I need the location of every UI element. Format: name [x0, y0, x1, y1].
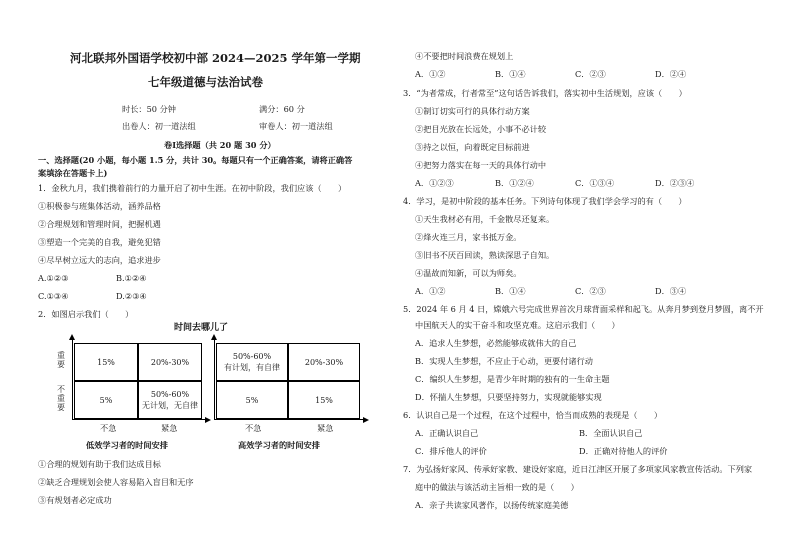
exam-score: 满分：60 分: [259, 104, 305, 114]
q2-option-a[interactable]: A．①②: [415, 69, 446, 79]
q3-item: ①制订切实可行的具体行动方案: [415, 106, 530, 116]
q4-option-a[interactable]: A．①②: [415, 286, 446, 296]
y-label-not-important: 不重要: [57, 385, 65, 412]
q2-item: ①合理的规划有助于我们达成目标: [38, 459, 161, 469]
y-axis-arrow: [211, 334, 217, 340]
q4-option-d[interactable]: D．③④: [655, 286, 687, 296]
q7-stem: 7．为弘扬好家风、传承好家教、建设好家庭，近日江津区开展了多项家风家教宣传活动。下列家: [403, 464, 753, 474]
q6-stem: 6．认识自己是一个过程，在这个过程中，恰当而成熟的表现是（ ）: [403, 410, 663, 420]
q4-item: ②烽火连三月，家书抵万金。: [415, 232, 522, 242]
x-label-urgent: 紧急: [317, 423, 334, 433]
cell-important-not-urgent: 15%: [74, 343, 138, 381]
cell-important-urgent: 20%-30%: [138, 343, 202, 381]
part-heading: 卷Ⅰ选择题（共 20 题 30 分）: [164, 140, 276, 150]
exam-setter: 出卷人：初一道法组: [122, 121, 196, 131]
q7-stem-cont: 庭中的做法与该活动主旨相一致的是（ ）: [415, 482, 579, 492]
exam-time: 时长：50 分钟: [122, 104, 176, 114]
y-label-important: 重要: [57, 351, 65, 369]
left-chart-caption: 低效学习者的时间安排: [86, 440, 168, 450]
x-axis: [214, 419, 364, 420]
q6-option-c[interactable]: C．排斥他人的评价: [415, 446, 487, 456]
q2-stem: 2．如图启示我们（ ）: [38, 309, 134, 319]
cell-unimportant-not-urgent: 5%: [216, 381, 288, 419]
q1-option-b[interactable]: B.①②④: [116, 273, 147, 283]
q1-item: ②合理规划和管理时间，把握机遇: [38, 219, 161, 229]
y-axis: [214, 339, 215, 420]
right-chart-caption: 高效学习者的时间安排: [238, 440, 320, 450]
y-axis: [72, 339, 73, 420]
q4-item: ③旧书不厌百回读，熟读深思子自知。: [415, 250, 555, 260]
q4-option-b[interactable]: B．①④: [495, 286, 526, 296]
q2-option-b[interactable]: B．①④: [495, 69, 526, 79]
q5-option-b[interactable]: B．实现人生梦想，不应止于心动，更要付诸行动: [415, 356, 593, 366]
x-axis-arrow: [205, 417, 211, 423]
exam-title: 七年级道德与法治试卷: [148, 75, 263, 89]
q4-stem: 4．学习，是初中阶段的基本任务。下列诗句体现了我们学会学习的有（ ）: [403, 196, 687, 206]
q1-option-c[interactable]: C.①③④: [38, 291, 69, 301]
q6-option-b[interactable]: B．全面认识自己: [579, 428, 643, 438]
q3-item: ③持之以恒，向着既定目标前进: [415, 142, 530, 152]
q2-option-c[interactable]: C．②③: [575, 69, 606, 79]
q5-stem: 5．2024 年 6 月 4 日，嫦娥六号完成世界首次月球背面采样和起飞。从奔月梦到登月梦圆，离不开: [403, 304, 764, 314]
q5-stem-cont: 中国航天人的实干奋斗和攻坚克难。这启示我们（ ）: [415, 320, 620, 330]
cell-unimportant-urgent: 50%-60% 无计划，无自律: [138, 381, 202, 419]
q3-item: ②把目光放在长远处，小事不必计较: [415, 124, 547, 134]
q2-option-d[interactable]: D．②④: [655, 69, 687, 79]
q3-item: ④把努力落实在每一天的具体行动中: [415, 160, 547, 170]
q1-item: ①积极参与班集体活动，涵养品格: [38, 201, 161, 211]
cell-important-not-urgent: 50%-60% 有计划，有自律: [216, 343, 288, 381]
section-instruction: 一、选择题(20 小题，每小题 1.5 分，共计 30。每题只有一个正确答案，请将正确答: [38, 155, 353, 165]
q6-option-a[interactable]: A．正确认识自己: [415, 428, 479, 438]
q5-option-a[interactable]: A．追求人生梦想，必然能够成就伟大的自己: [415, 338, 577, 348]
chart-main-title: 时间去哪儿了: [174, 323, 229, 333]
q3-option-d[interactable]: D．②③④: [655, 178, 695, 188]
q6-option-d[interactable]: D．正确对待他人的评价: [579, 446, 668, 456]
cell-unimportant-urgent: 15%: [288, 381, 360, 419]
cell-important-urgent: 20%-30%: [288, 343, 360, 381]
x-axis: [72, 419, 206, 420]
q4-item: ①天生我材必有用，千金散尽还复来。: [415, 214, 555, 224]
y-axis-arrow: [69, 334, 75, 340]
section-instruction-cont: 案填涂在答题卡上): [38, 168, 108, 178]
x-label-not-urgent: 不急: [100, 423, 117, 433]
q7-option-a[interactable]: A．亲子共读家风著作，以扬传统家庭美德: [415, 500, 569, 510]
x-label-urgent: 紧急: [161, 423, 178, 433]
q3-option-b[interactable]: B．①②④: [495, 178, 534, 188]
q3-stem: 3．“为者常成，行者常至”这句话告诉我们，落实初中生活规划，应该（ ）: [403, 88, 687, 98]
q2-item: ②缺乏合理规划会使人容易陷入盲目和无序: [38, 477, 194, 487]
q1-item: ③塑造一个完美的自我，避免犯错: [38, 237, 161, 247]
x-axis-arrow: [363, 417, 369, 423]
q2-item: ③有规划者必定成功: [38, 495, 112, 505]
q1-stem: 1．金秋九月，我们携着前行的力量开启了初中生涯。在初中阶段，我们应该（ ）: [38, 183, 347, 193]
q2-item: ④不要把时间浪费在规划上: [415, 51, 514, 61]
q1-option-a[interactable]: A.①②③: [38, 273, 69, 283]
school-title: 河北联邦外国语学校初中部 2024—2025 学年第一学期: [70, 51, 361, 65]
x-label-not-urgent: 不急: [245, 423, 262, 433]
q3-option-a[interactable]: A．①②③: [415, 178, 454, 188]
q1-option-d[interactable]: D.②③④: [116, 291, 147, 301]
q5-option-d[interactable]: D．怀揣人生梦想，只要坚持努力，实现就能够实现: [415, 392, 602, 402]
q4-item: ④温故而知新，可以为师矣。: [415, 268, 522, 278]
q1-item: ④尽早树立远大的志向，追求进步: [38, 255, 161, 265]
exam-reviewer: 审卷人：初一道法组: [259, 121, 333, 131]
q5-option-c[interactable]: C．编织人生梦想，是青少年时期的独有的一生命主题: [415, 374, 610, 384]
q3-option-c[interactable]: C．①③④: [575, 178, 615, 188]
q4-option-c[interactable]: C．②③: [575, 286, 606, 296]
cell-unimportant-not-urgent: 5%: [74, 381, 138, 419]
